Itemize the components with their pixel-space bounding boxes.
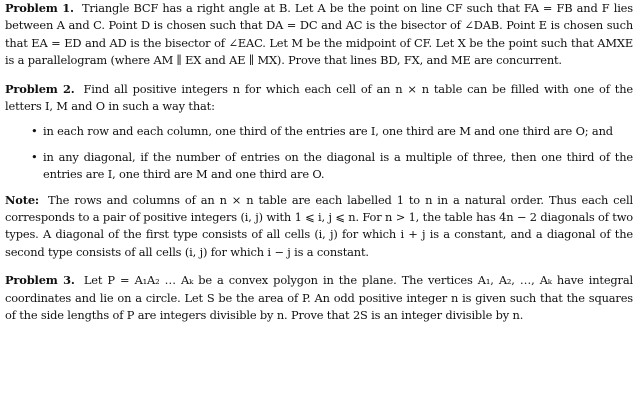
bullet-icon: • [31, 124, 38, 139]
problem-1-text: Triangle BCF has a right angle at B. Let A be the point on line CF such that FA = FB and F lies between A and C. Point D is chosen such that DA = DC and AC is the bisector of ∠DAB. Point E is chosen such that EA = ED and AD is the bisector of ∠EAC. Let M be the midpoint of CF. Let X be the point such that AMXE is a parallelogram (where AM ∥ EX and AE ∥ MX). Prove that lines BD, FX, and ME are concurrent. [5, 1, 633, 68]
note-label: Note: [5, 192, 39, 207]
problem-2 [5, 81, 633, 262]
problem-2-note [5, 192, 633, 262]
list-item [5, 123, 633, 140]
problem-2-conditions [5, 123, 633, 183]
note-text: The rows and columns of an n × n table are each labelled 1 to n in a natural order. Thus each cell corresponds to a pair of positive integers (i, j) with 1 ⩽ i, j ⩽ n. For n > 1, the table has 4n − 2 diagonals of two types. A diagonal of the first type consists of all cells (i, j) for which i + j is a constant, and a diagonal of the second type consists of all cells (i, j) for which i − j is a constant. [5, 192, 633, 259]
problem-3-label: Problem 3. [5, 273, 75, 288]
problem-2-text: Find all positive integers n for which each cell of an n × n table can be filled with one of the letters I, M and O in such a way that: [5, 81, 633, 114]
problem-2-intro [5, 81, 633, 116]
problem-3 [5, 272, 633, 324]
problem-3-text: Let P = A₁A₂ … Aₖ be a convex polygon in the plane. The vertices A₁, A₂, …, Aₖ have integral coordinates and lie on a circle. Let S be the area of P. An odd positive integer n is given such that the squares of the side lengths of P are integers divisible by n. Prove that 2S is an integer divisible by n. [5, 273, 633, 323]
problem-1 [5, 0, 633, 70]
bullet-icon: • [31, 149, 38, 164]
document-page [5, 0, 633, 336]
problem-2-label: Problem 2. [5, 81, 75, 96]
condition-2-text: in any diagonal, if the number of entries on the diagonal is a multiple of three, then one third of the entries are I, one third are M and one third are O. [43, 149, 633, 182]
condition-1-text: in each row and each column, one third of the entries are I, one third are M and one third are O; and [43, 124, 613, 139]
problem-1-label: Problem 1. [5, 1, 74, 15]
list-item [5, 149, 633, 184]
